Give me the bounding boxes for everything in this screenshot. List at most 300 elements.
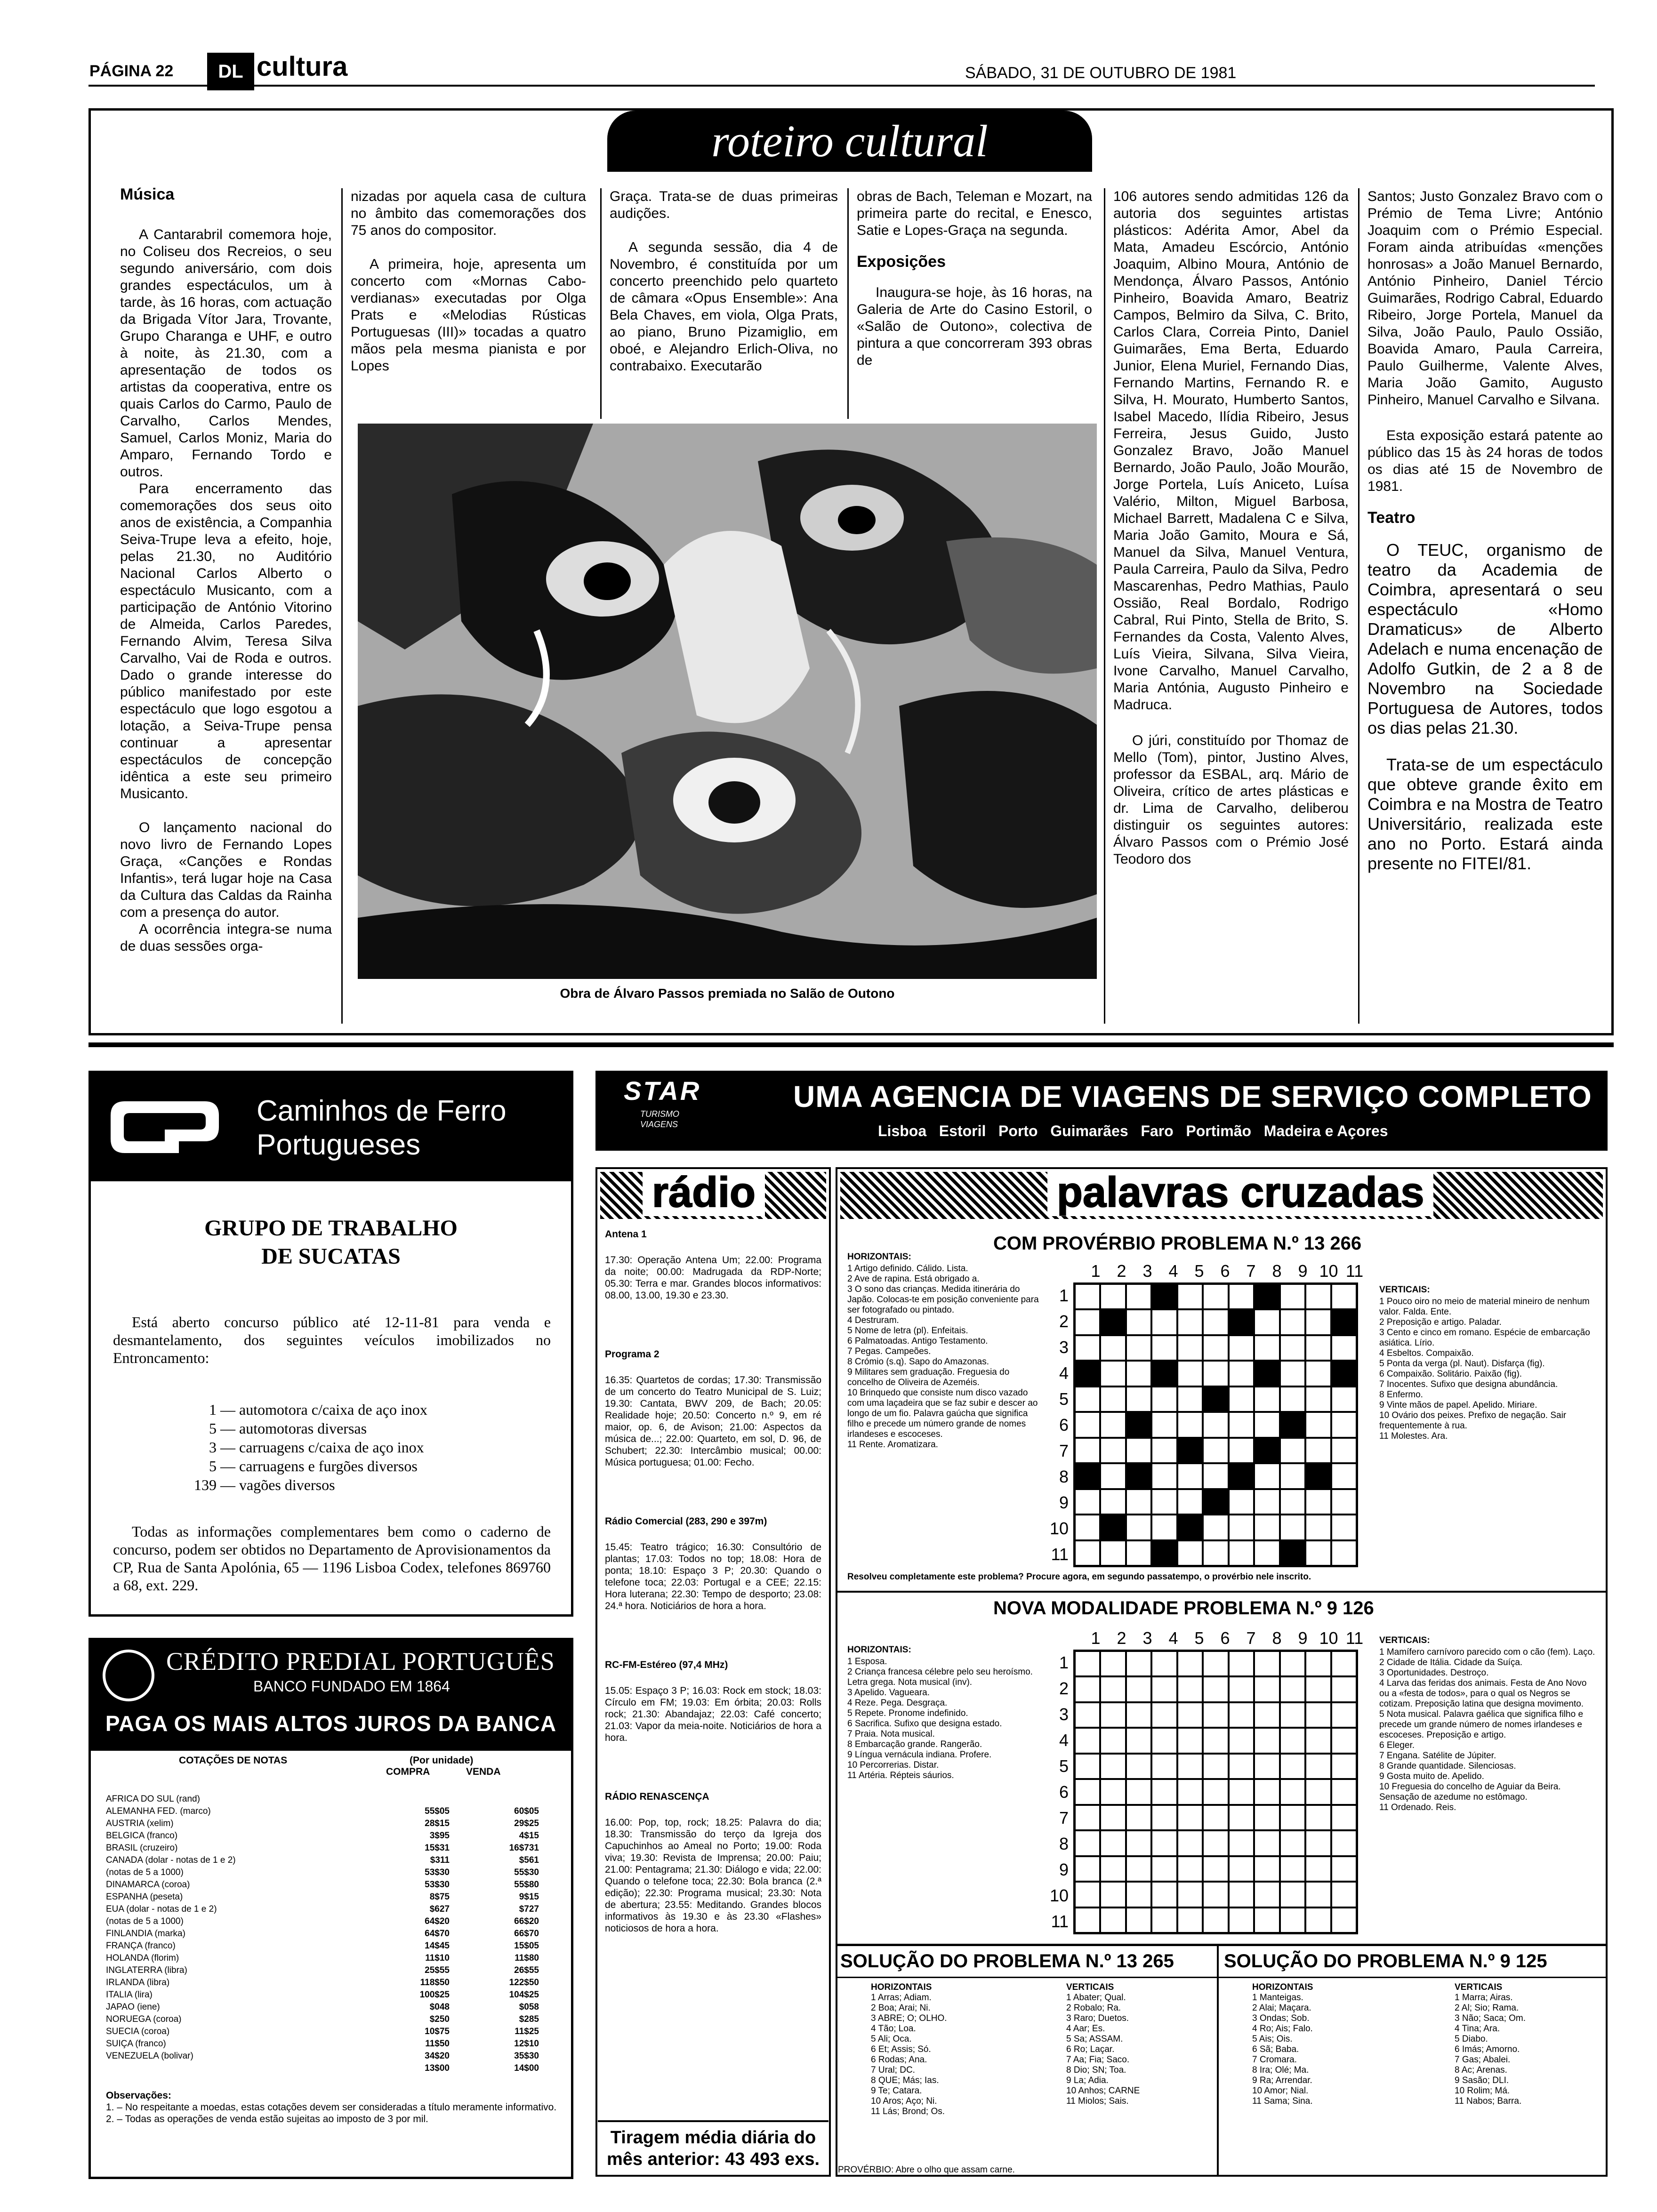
crossword-cell[interactable] <box>1280 1387 1305 1412</box>
crossword-cell[interactable] <box>1177 1882 1203 1907</box>
crossword-cell[interactable] <box>1254 1779 1279 1804</box>
crossword-cell[interactable] <box>1305 1702 1331 1728</box>
crossword-cell[interactable] <box>1075 1907 1100 1933</box>
crossword-cell[interactable] <box>1203 1412 1228 1437</box>
crossword-cell[interactable] <box>1305 1489 1331 1515</box>
crossword-cell[interactable] <box>1305 1387 1331 1412</box>
crossword-cell[interactable] <box>1280 1754 1305 1779</box>
crossword-cell[interactable] <box>1229 1728 1254 1753</box>
rate-row <box>106 1854 553 1867</box>
crossword-cell[interactable] <box>1280 1361 1305 1386</box>
crossword-cell[interactable] <box>1151 1856 1177 1882</box>
crossword-cell[interactable] <box>1177 1779 1203 1804</box>
crossword-cell[interactable] <box>1100 1412 1126 1437</box>
crossword-cell[interactable] <box>1331 1463 1357 1489</box>
crossword-cell[interactable] <box>1151 1882 1177 1907</box>
crossword-cell[interactable] <box>1305 1309 1331 1335</box>
crossword-cell[interactable] <box>1151 1830 1177 1856</box>
crossword-cell[interactable] <box>1100 1284 1126 1309</box>
rate-buy: 64$70 <box>425 1929 450 1939</box>
crossword-cell[interactable] <box>1229 1438 1254 1463</box>
crossword-cell[interactable] <box>1229 1676 1254 1702</box>
solution-entry: 1 Manteigas. <box>1252 1993 1303 2003</box>
crossword-cell[interactable] <box>1203 1702 1228 1728</box>
crossword-cell[interactable] <box>1177 1412 1203 1437</box>
crossword-cell[interactable] <box>1151 1754 1177 1779</box>
crossword-cell[interactable] <box>1305 1676 1331 1702</box>
crossword-cell[interactable] <box>1100 1728 1126 1753</box>
crossword-cell[interactable] <box>1126 1309 1151 1335</box>
rate-row <box>106 1830 553 1842</box>
crossword-cell[interactable] <box>1151 1779 1177 1804</box>
crossword-cell[interactable] <box>1177 1754 1203 1779</box>
crossword-cell[interactable] <box>1177 1702 1203 1728</box>
header-rule <box>88 85 1595 87</box>
crossword-cell[interactable] <box>1151 1676 1177 1702</box>
crossword-cell[interactable] <box>1177 1438 1203 1463</box>
crossword-cell[interactable] <box>1177 1651 1203 1676</box>
crossword-cell[interactable] <box>1177 1540 1203 1566</box>
crossword-cell[interactable] <box>1280 1515 1305 1540</box>
crossword-cell[interactable] <box>1075 1830 1100 1856</box>
crossword-cell[interactable] <box>1229 1779 1254 1804</box>
crossword-cell[interactable] <box>1126 1907 1151 1933</box>
credito-obs-title: Observações: <box>106 2090 171 2101</box>
crossword-cell[interactable] <box>1254 1489 1279 1515</box>
rate-buy: 53$30 <box>425 1867 450 1877</box>
solution-entry: 6 Et; Assis; Só. <box>871 2044 931 2054</box>
crossword-cell[interactable] <box>1254 1540 1279 1566</box>
crossword-cell[interactable] <box>1229 1540 1254 1566</box>
crossword-cell[interactable] <box>1280 1676 1305 1702</box>
crossword-cell[interactable] <box>1151 1651 1177 1676</box>
crossword-cell[interactable] <box>1177 1805 1203 1830</box>
crossword-cell[interactable] <box>1331 1882 1357 1907</box>
crossword-cell[interactable] <box>1331 1676 1357 1702</box>
crossword-cell[interactable] <box>1126 1779 1151 1804</box>
crossword-cell[interactable] <box>1280 1779 1305 1804</box>
crossword-cell[interactable] <box>1229 1805 1254 1830</box>
crossword-cell[interactable] <box>1254 1702 1279 1728</box>
crossword-cell[interactable] <box>1203 1309 1228 1335</box>
crossword-cell[interactable] <box>1331 1651 1357 1676</box>
crossword-cell[interactable] <box>1305 1515 1331 1540</box>
crossword-cell[interactable] <box>1126 1540 1151 1566</box>
crossword-cell[interactable] <box>1203 1882 1228 1907</box>
solution1-verticals <box>1066 1993 1212 2107</box>
crossword-cell[interactable] <box>1177 1489 1203 1515</box>
crossword-cell[interactable] <box>1151 1805 1177 1830</box>
crossword-cell[interactable] <box>1280 1412 1305 1437</box>
crossword-cell[interactable] <box>1126 1651 1151 1676</box>
col-rule <box>600 188 602 419</box>
cp-item-desc: — automotoras diversas <box>220 1420 367 1437</box>
crossword-cell[interactable] <box>1305 1284 1331 1309</box>
crossword-cell[interactable] <box>1075 1676 1100 1702</box>
crossword-cell[interactable] <box>1100 1805 1126 1830</box>
crossword-cell[interactable] <box>1075 1779 1100 1804</box>
rate-currency: ALEMANHA FED. (marco) <box>106 1806 211 1816</box>
crossword-cell[interactable] <box>1254 1284 1279 1309</box>
crossword-cell[interactable] <box>1151 1907 1177 1933</box>
crossword-cell[interactable] <box>1203 1361 1228 1386</box>
crossword-cell[interactable] <box>1331 1361 1357 1386</box>
crossword-cell[interactable] <box>1075 1335 1100 1361</box>
crossword-cell[interactable] <box>1177 1515 1203 1540</box>
cp-item-desc: — automotora c/caixa de aço inox <box>220 1401 427 1418</box>
crossword-cell[interactable] <box>1229 1515 1254 1540</box>
crossword-cell[interactable] <box>1331 1412 1357 1437</box>
crossword-cell[interactable] <box>1203 1805 1228 1830</box>
crossword-cell[interactable] <box>1305 1335 1331 1361</box>
radio-station-title: Programa 2 <box>605 1349 660 1360</box>
crossword-cell[interactable] <box>1280 1728 1305 1753</box>
crossword-cell[interactable] <box>1254 1882 1279 1907</box>
crossword-cell[interactable] <box>1305 1728 1331 1753</box>
crossword-cell[interactable] <box>1254 1515 1279 1540</box>
grid-row-number: 7 <box>1059 1808 1069 1827</box>
crossword-cell[interactable] <box>1331 1830 1357 1856</box>
crossword-cell[interactable] <box>1254 1387 1279 1412</box>
crossword-cell[interactable] <box>1075 1463 1100 1489</box>
crossword-cell[interactable] <box>1100 1438 1126 1463</box>
crossword-cell[interactable] <box>1126 1463 1151 1489</box>
grid-row-number: 10 <box>1049 1519 1069 1538</box>
radio-station-title: RC-FM-Estéreo (97,4 MHz) <box>605 1659 728 1670</box>
rate-row <box>106 2038 553 2050</box>
crossword-cell[interactable] <box>1280 1489 1305 1515</box>
crossword-cell[interactable] <box>1075 1309 1100 1335</box>
crossword-cell[interactable] <box>1254 1676 1279 1702</box>
crossword-cell[interactable] <box>1075 1651 1100 1676</box>
crossword-cell[interactable] <box>1075 1361 1100 1386</box>
crossword-cell[interactable] <box>1100 1676 1126 1702</box>
rate-currency: JAPAO (iene) <box>106 2002 160 2012</box>
crossword-cell[interactable] <box>1203 1438 1228 1463</box>
crossword-cell[interactable] <box>1203 1856 1228 1882</box>
crossword-cell[interactable] <box>1280 1540 1305 1566</box>
crossword-cell[interactable] <box>1126 1676 1151 1702</box>
crossword-cell[interactable] <box>1075 1882 1100 1907</box>
crossword-cell[interactable] <box>1331 1284 1357 1309</box>
solutions-vrule <box>1217 1946 1219 2177</box>
crossword-cell[interactable] <box>1229 1907 1254 1933</box>
crossword-cell[interactable] <box>1177 1387 1203 1412</box>
crossword-cell[interactable] <box>1100 1361 1126 1386</box>
crossword-cell[interactable] <box>1305 1463 1331 1489</box>
crossword-cell[interactable] <box>1151 1284 1177 1309</box>
crossword-cell[interactable] <box>1229 1856 1254 1882</box>
cp-item-qty: 1 <box>209 1401 217 1418</box>
cp-item <box>118 1400 541 1419</box>
crossword-cell[interactable] <box>1203 1676 1228 1702</box>
crossword-cell[interactable] <box>1126 1438 1151 1463</box>
crossword-cell[interactable] <box>1254 1856 1279 1882</box>
crossword-cell[interactable] <box>1177 1335 1203 1361</box>
grid-col-number: 2 <box>1117 1261 1126 1281</box>
grid-row-number: 8 <box>1059 1834 1069 1853</box>
crossword-cell[interactable] <box>1075 1284 1100 1309</box>
crossword-cell[interactable] <box>1126 1387 1151 1412</box>
crossword-cell[interactable] <box>1126 1489 1151 1515</box>
article-text: A segunda sessão, dia 4 de Novembro, é constituída por um concerto preenchido pelo quarteto de câmara «Opus Ensemble»: Ana Bela Chaves, em viola, Olga Prats, ao piano, Bruno Pizamiglio, em oboé, e Alejandro Erlich-Oliva, no contrabaixo. Executarão <box>610 240 838 374</box>
crossword-cell[interactable] <box>1280 1463 1305 1489</box>
crossword-cell[interactable] <box>1305 1882 1331 1907</box>
crossword-cell[interactable] <box>1203 1489 1228 1515</box>
crossword-cell[interactable] <box>1100 1754 1126 1779</box>
section-divider <box>88 1042 1614 1047</box>
crossword-cell[interactable] <box>1100 1387 1126 1412</box>
crossword-cell[interactable] <box>1177 1361 1203 1386</box>
crossword-cell[interactable] <box>1331 1856 1357 1882</box>
crossword-cell[interactable] <box>1254 1335 1279 1361</box>
crossword-cell[interactable] <box>1100 1463 1126 1489</box>
crossword-cell[interactable] <box>1126 1754 1151 1779</box>
crossword-cell[interactable] <box>1075 1387 1100 1412</box>
crossword-cell[interactable] <box>1331 1702 1357 1728</box>
crossword-cell[interactable] <box>1254 1361 1279 1386</box>
crossword-cell[interactable] <box>1229 1309 1254 1335</box>
crossword-cell[interactable] <box>1331 1515 1357 1540</box>
crossword-cell[interactable] <box>1229 1463 1254 1489</box>
crossword-cell[interactable] <box>1229 1702 1254 1728</box>
crossword-cell[interactable] <box>1254 1728 1279 1753</box>
crossword-cell[interactable] <box>1229 1882 1254 1907</box>
solution-entry: 11 Lás; Brond; Os. <box>871 2107 945 2116</box>
crossword-cell[interactable] <box>1254 1412 1279 1437</box>
crossword-cell[interactable] <box>1151 1702 1177 1728</box>
article-text: Trata-se de um espectáculo que obteve grande êxito em Coimbra e na Mostra de Teatro Universitário, realizada este ano no Porto. Estará ainda presente no FITEI/81. <box>1367 755 1603 873</box>
crossword-cell[interactable] <box>1254 1651 1279 1676</box>
crossword-cell[interactable] <box>1100 1779 1126 1804</box>
crossword-cell[interactable] <box>1075 1805 1100 1830</box>
crossword-cell[interactable] <box>1126 1856 1151 1882</box>
crossword-cell[interactable] <box>1177 1907 1203 1933</box>
crossword-cell[interactable] <box>1229 1830 1254 1856</box>
roteiro-col4 <box>857 188 1092 369</box>
crossword-cell[interactable] <box>1203 1515 1228 1540</box>
star-ad <box>595 1071 1608 1151</box>
crossword-cell[interactable] <box>1280 1438 1305 1463</box>
crossword-cell[interactable] <box>1331 1540 1357 1566</box>
crossword-cell[interactable] <box>1203 1387 1228 1412</box>
solution2-title: SOLUÇÃO DO PROBLEMA N.º 9 125 <box>1224 1951 1547 1972</box>
crossword-cell[interactable] <box>1100 1702 1126 1728</box>
crossword-cell[interactable] <box>1100 1335 1126 1361</box>
crossword-cell[interactable] <box>1229 1335 1254 1361</box>
rate-buy: 11$50 <box>425 2039 450 2049</box>
clue: 7 Engana. Satélite de Júpiter. <box>1379 1751 1496 1761</box>
crossword-cell[interactable] <box>1331 1335 1357 1361</box>
crossword-cell[interactable] <box>1126 1412 1151 1437</box>
crossword-cell[interactable] <box>1229 1754 1254 1779</box>
crossword-cell[interactable] <box>1331 1907 1357 1933</box>
crossword-cell[interactable] <box>1305 1540 1331 1566</box>
crossword-cell[interactable] <box>1203 1754 1228 1779</box>
crossword-cell[interactable] <box>1151 1335 1177 1361</box>
crossword-cell[interactable] <box>1075 1515 1100 1540</box>
crossword-cell[interactable] <box>1331 1387 1357 1412</box>
crossword-cell[interactable] <box>1126 1728 1151 1753</box>
crossword-cell[interactable] <box>1177 1830 1203 1856</box>
crossword-cell[interactable] <box>1100 1830 1126 1856</box>
roteiro-banner <box>607 111 1092 172</box>
crossword-cell[interactable] <box>1229 1387 1254 1412</box>
crossword-cell[interactable] <box>1280 1284 1305 1309</box>
crossword-cell[interactable] <box>1126 1702 1151 1728</box>
crossword-cell[interactable] <box>1151 1438 1177 1463</box>
crossword-cell[interactable] <box>1280 1651 1305 1676</box>
crossword-cell[interactable] <box>1280 1805 1305 1830</box>
crossword-cell[interactable] <box>1280 1309 1305 1335</box>
star-cities: Lisboa Estoril Porto Guimarães Faro Portimão Madeira e Açores <box>878 1122 1388 1139</box>
crossword-cell[interactable] <box>1126 1882 1151 1907</box>
crossword-cell[interactable] <box>1331 1754 1357 1779</box>
crossword-cell[interactable] <box>1203 1284 1228 1309</box>
crossword-cell[interactable] <box>1100 1309 1126 1335</box>
crossword-cell[interactable] <box>1126 1335 1151 1361</box>
crossword-cell[interactable] <box>1305 1361 1331 1386</box>
crossword-cell[interactable] <box>1177 1856 1203 1882</box>
crossword-cell[interactable] <box>1075 1856 1100 1882</box>
crossword-cell[interactable] <box>1126 1805 1151 1830</box>
rate-buy: 34$20 <box>425 2051 450 2061</box>
crossword-cell[interactable] <box>1254 1805 1279 1830</box>
crossword-cell[interactable] <box>1100 1651 1126 1676</box>
crossword-cell[interactable] <box>1100 1489 1126 1515</box>
crossword-cell[interactable] <box>1280 1882 1305 1907</box>
crossword-cell[interactable] <box>1203 1728 1228 1753</box>
crossword-cell[interactable] <box>1305 1856 1331 1882</box>
crossword-cell[interactable] <box>1305 1805 1331 1830</box>
crossword-cell[interactable] <box>1075 1728 1100 1753</box>
crossword-cell[interactable] <box>1151 1489 1177 1515</box>
crossword-cell[interactable] <box>1177 1284 1203 1309</box>
grid-row-number: 10 <box>1049 1886 1069 1905</box>
crossword-cell[interactable] <box>1280 1702 1305 1728</box>
crossword-cell[interactable] <box>1075 1702 1100 1728</box>
crossword-cell[interactable] <box>1229 1489 1254 1515</box>
crossword-cell[interactable] <box>1331 1779 1357 1804</box>
grid-row-number: 8 <box>1059 1467 1069 1486</box>
crossword-cell[interactable] <box>1075 1754 1100 1779</box>
crossword-cell[interactable] <box>1151 1463 1177 1489</box>
crossword-cell[interactable] <box>1331 1489 1357 1515</box>
crossword-cell[interactable] <box>1151 1515 1177 1540</box>
crossword-cell[interactable] <box>1100 1515 1126 1540</box>
crossword-cell[interactable] <box>1254 1907 1279 1933</box>
crossword-cell[interactable] <box>1100 1540 1126 1566</box>
crossword-cell[interactable] <box>1280 1856 1305 1882</box>
crossword-cell[interactable] <box>1305 1754 1331 1779</box>
clue: 10 Brinquedo que consiste num disco vazado com uma laçadeira que se faz subir e descer ao longo de um fio. Palavra gaúcha que significa filho e precede um número grande de nomes irlandeses e escoceses. <box>847 1388 1038 1439</box>
crossword-cell[interactable] <box>1151 1361 1177 1386</box>
crossword-cell[interactable] <box>1126 1284 1151 1309</box>
grid-row-number: 3 <box>1059 1705 1069 1724</box>
crossword-cell[interactable] <box>1229 1284 1254 1309</box>
crossword-cell[interactable] <box>1100 1856 1126 1882</box>
crossword-cell[interactable] <box>1126 1515 1151 1540</box>
crossword-cell[interactable] <box>1254 1438 1279 1463</box>
crossword-cell[interactable] <box>1177 1728 1203 1753</box>
crossword-cell[interactable] <box>1203 1463 1228 1489</box>
crossword-cell[interactable] <box>1331 1728 1357 1753</box>
crossword-cell[interactable] <box>1151 1540 1177 1566</box>
crossword-cell[interactable] <box>1126 1830 1151 1856</box>
rate-buy: 10$75 <box>425 2027 450 2036</box>
crossword-cell[interactable] <box>1305 1830 1331 1856</box>
crossword-cell[interactable] <box>1177 1463 1203 1489</box>
crossword-cell[interactable] <box>1229 1361 1254 1386</box>
rate-currency: AFRICA DO SUL (rand) <box>106 1794 200 1804</box>
crossword-cell[interactable] <box>1075 1438 1100 1463</box>
crossword-cell[interactable] <box>1331 1309 1357 1335</box>
crossword-cell[interactable] <box>1331 1438 1357 1463</box>
crossword-cell[interactable] <box>1177 1309 1203 1335</box>
crossword-cell[interactable] <box>1075 1412 1100 1437</box>
crossword-cell[interactable] <box>1075 1540 1100 1566</box>
crossword-cell[interactable] <box>1305 1779 1331 1804</box>
crossword-cell[interactable] <box>1254 1754 1279 1779</box>
grid-row-number: 11 <box>1051 1912 1069 1931</box>
credito-table-title: COTAÇÕES DE NOTAS <box>179 1755 288 1766</box>
crossword-cell[interactable] <box>1151 1728 1177 1753</box>
crossword-cell[interactable] <box>1151 1412 1177 1437</box>
crossword-cell[interactable] <box>1305 1412 1331 1437</box>
crossword-cell[interactable] <box>1280 1335 1305 1361</box>
crossword-cell[interactable] <box>1280 1830 1305 1856</box>
rate-currency <box>106 2062 370 2075</box>
palavras-title-band <box>840 1169 1603 1219</box>
solution-entry: 7 Aa; Fia; Saco. <box>1066 2055 1130 2065</box>
crossword-cell[interactable] <box>1151 1309 1177 1335</box>
rate-row <box>106 2026 553 2038</box>
crossword-cell[interactable] <box>1305 1651 1331 1676</box>
crossword-cell[interactable] <box>1126 1361 1151 1386</box>
crossword-cell[interactable] <box>1254 1830 1279 1856</box>
crossword-cell[interactable] <box>1177 1676 1203 1702</box>
rate-currency: FINLANDIA (marka) <box>106 1929 185 1939</box>
crossword-cell[interactable] <box>1100 1907 1126 1933</box>
crossword-cell[interactable] <box>1229 1412 1254 1437</box>
grid-col-number: 4 <box>1168 1261 1178 1281</box>
crossword-cell[interactable] <box>1203 1651 1228 1676</box>
article-text: A ocorrência integra-se numa de duas sessões orga- <box>120 922 332 954</box>
clue: 11 Rente. Aromatizara. <box>847 1440 938 1450</box>
crossword-cell[interactable] <box>1305 1907 1331 1933</box>
crossword-cell[interactable] <box>1203 1907 1228 1933</box>
grid-col-number: 3 <box>1142 1628 1152 1648</box>
crossword-cell[interactable] <box>1203 1335 1228 1361</box>
crossword-cell[interactable] <box>1229 1651 1254 1676</box>
crossword-cell[interactable] <box>1254 1309 1279 1335</box>
crossword-cell[interactable] <box>1331 1805 1357 1830</box>
crossword-cell[interactable] <box>1203 1540 1228 1566</box>
crossword-cell[interactable] <box>1203 1830 1228 1856</box>
clue: 9 Militares sem graduação. Freguesia do concelho de Oliveira de Azeméis. <box>847 1367 1010 1387</box>
radio-title-band <box>600 1169 826 1219</box>
crossword-cell[interactable] <box>1100 1882 1126 1907</box>
crossword-cell[interactable] <box>1151 1387 1177 1412</box>
crossword-cell[interactable] <box>1280 1907 1305 1933</box>
crossword-cell[interactable] <box>1075 1489 1100 1515</box>
crossword-cell[interactable] <box>1254 1463 1279 1489</box>
clue: 11 Molestes. Ara. <box>1379 1431 1448 1441</box>
rate-buy: 25$55 <box>425 1965 450 1975</box>
clue: 1 Pouco oiro no meio de material mineiro de nenhum valor. Falda. Ente. <box>1379 1297 1590 1317</box>
crossword-cell[interactable] <box>1203 1779 1228 1804</box>
crossword-cell[interactable] <box>1305 1438 1331 1463</box>
